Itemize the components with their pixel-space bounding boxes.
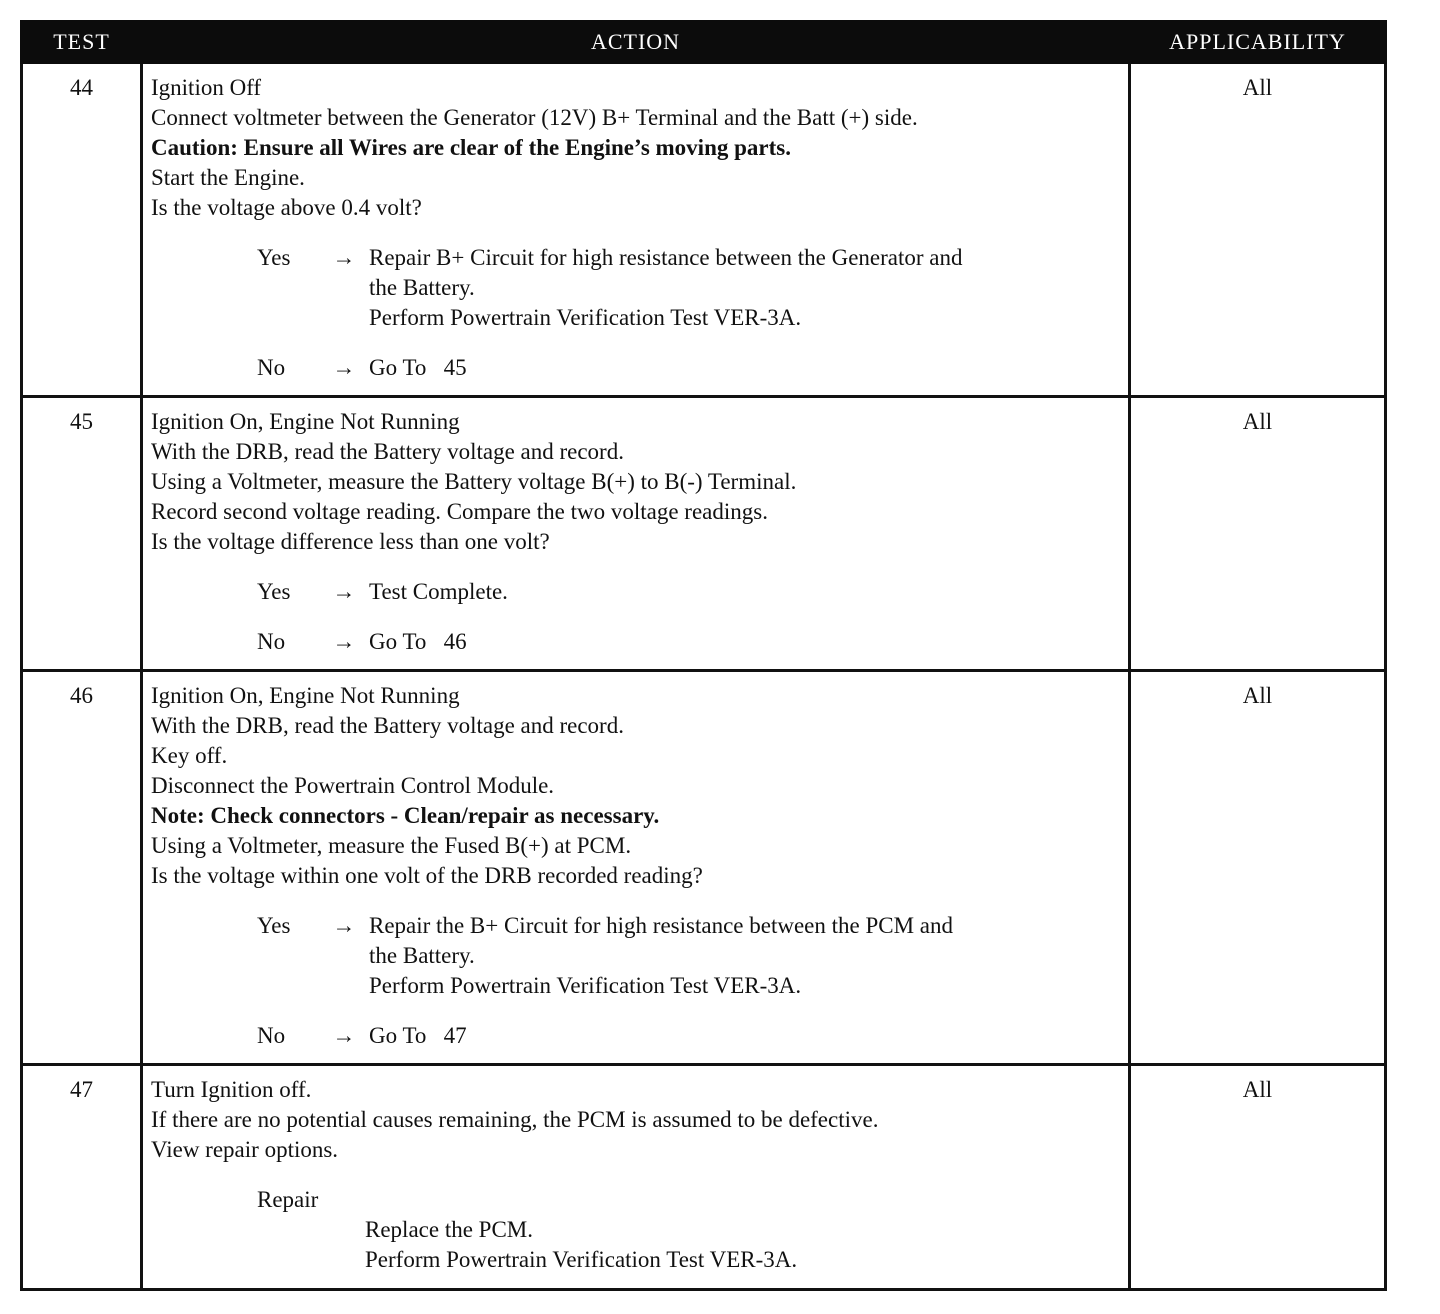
yes-response xyxy=(151,243,1120,333)
test-number-46: 46 xyxy=(22,671,142,1065)
yes-response xyxy=(151,577,1120,607)
yes-outcome xyxy=(369,911,1120,1001)
step-line: Using a Voltmeter, measure the Battery voltage B(+) to B(-) Terminal. xyxy=(151,469,797,494)
table-row xyxy=(22,397,1386,671)
repair-line: Replace the PCM. xyxy=(365,1217,533,1242)
question-line: Is the voltage within one volt of the DRB recorded reading? xyxy=(151,863,703,888)
no-response xyxy=(151,353,1120,383)
arrow-right-icon: → xyxy=(332,245,356,270)
arrow-right-icon: → xyxy=(332,579,356,604)
yes-label: Yes xyxy=(257,245,291,270)
step-line: Ignition On, Engine Not Running xyxy=(151,409,460,434)
step-line: Ignition On, Engine Not Running xyxy=(151,683,460,708)
action-cell-46 xyxy=(142,671,1130,1065)
repair-label: Repair xyxy=(257,1187,319,1212)
header-applicability: APPLICABILITY xyxy=(1130,22,1386,63)
test-number-44: 44 xyxy=(22,63,142,397)
action-cell-45 xyxy=(142,397,1130,671)
table-row xyxy=(22,1065,1386,1290)
applicability-47: All xyxy=(1130,1065,1386,1290)
action-cell-47 xyxy=(142,1065,1130,1290)
table-header-row xyxy=(22,22,1386,63)
applicability-44: All xyxy=(1130,63,1386,397)
outcome-line: Repair the B+ Circuit for high resistance between the PCM and xyxy=(369,913,953,938)
yes-label: Yes xyxy=(257,913,291,938)
yes-outcome xyxy=(369,243,1120,333)
diagnostic-test-table xyxy=(20,20,1387,1291)
header-action: ACTION xyxy=(142,22,1130,63)
arrow-right-icon: → xyxy=(332,629,356,654)
yes-response xyxy=(151,911,1120,1001)
outcome-line: Repair B+ Circuit for high resistance between the Generator and xyxy=(369,245,963,270)
step-line: Turn Ignition off. xyxy=(151,1077,312,1102)
arrow-right-icon: → xyxy=(332,1023,356,1048)
table-row xyxy=(22,63,1386,397)
repair-line: Perform Powertrain Verification Test VER-3A. xyxy=(365,1247,798,1272)
outcome-line: the Battery. xyxy=(369,275,475,300)
table-row xyxy=(22,671,1386,1065)
test-number-47: 47 xyxy=(22,1065,142,1290)
yes-label: Yes xyxy=(257,579,291,604)
no-response xyxy=(151,1021,1120,1051)
header-test: TEST xyxy=(22,22,142,63)
no-outcome: Go To 47 xyxy=(369,1023,467,1048)
no-label: No xyxy=(257,1023,286,1048)
action-cell-44 xyxy=(142,63,1130,397)
outcome-line: Perform Powertrain Verification Test VER-3A. xyxy=(369,305,802,330)
step-line: Disconnect the Powertrain Control Module. xyxy=(151,773,555,798)
diagnostic-test-page xyxy=(20,20,1384,1291)
no-label: No xyxy=(257,355,286,380)
question-line: Is the voltage above 0.4 volt? xyxy=(151,195,422,220)
repair-steps xyxy=(365,1215,1120,1275)
arrow-right-icon: → xyxy=(332,355,356,380)
arrow-right-icon: → xyxy=(332,913,356,938)
test-number-45: 45 xyxy=(22,397,142,671)
step-line: Connect voltmeter between the Generator (12V) B+ Terminal and the Batt (+) side. xyxy=(151,105,918,130)
outcome-line: Perform Powertrain Verification Test VER-3A. xyxy=(369,973,802,998)
outcome-line: the Battery. xyxy=(369,943,475,968)
no-response xyxy=(151,627,1120,657)
note-line: Note: Check connectors - Clean/repair as necessary. xyxy=(151,803,660,828)
step-line: With the DRB, read the Battery voltage and record. xyxy=(151,713,624,738)
step-line: Start the Engine. xyxy=(151,165,305,190)
yes-outcome: Test Complete. xyxy=(369,579,508,604)
no-label: No xyxy=(257,629,286,654)
step-line: Using a Voltmeter, measure the Fused B(+) at PCM. xyxy=(151,833,632,858)
caution-note: Caution: Ensure all Wires are clear of the Engine’s moving parts. xyxy=(151,135,791,160)
no-outcome: Go To 45 xyxy=(369,355,467,380)
step-line: View repair options. xyxy=(151,1137,339,1162)
step-line: Record second voltage reading. Compare the two voltage readings. xyxy=(151,499,768,524)
step-line: Key off. xyxy=(151,743,228,768)
step-line: If there are no potential causes remaining, the PCM is assumed to be defective. xyxy=(151,1107,879,1132)
step-line: With the DRB, read the Battery voltage and record. xyxy=(151,439,624,464)
step-line: Ignition Off xyxy=(151,75,262,100)
no-outcome: Go To 46 xyxy=(369,629,467,654)
applicability-46: All xyxy=(1130,671,1386,1065)
applicability-45: All xyxy=(1130,397,1386,671)
question-line: Is the voltage difference less than one volt? xyxy=(151,529,550,554)
